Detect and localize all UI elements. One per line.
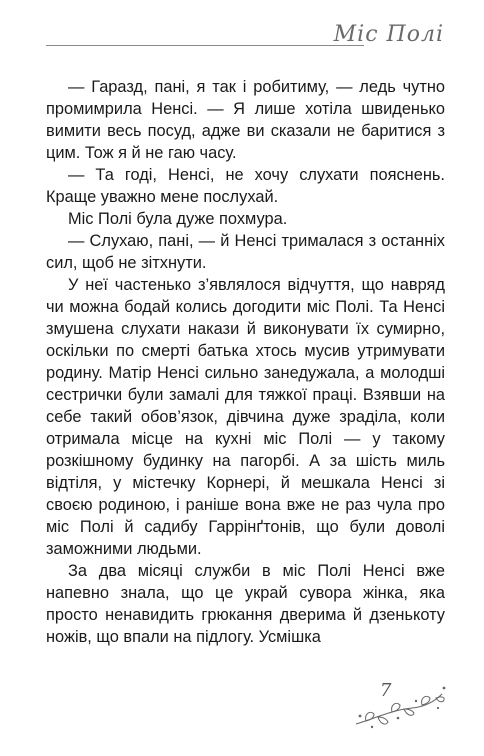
paragraph: За два місяці служби в міс Полі Ненсі вже напевно знала, що це украй сувора жінка, яка просто ненавидить грюкання дверима й дзенькоту ножів, що впали на підлогу. Усмішка — [46, 562, 445, 646]
running-title: Міс Полі — [333, 22, 444, 47]
paragraph: — Та годі, Ненсі, не хочу слухати пояснень. Краще уважно мене послухай. — [46, 166, 445, 206]
paragraph: — Слухаю, пані, — й Ненсі трималася з останніх сил, щоб не зітхнути. — [46, 232, 445, 272]
header-rule — [46, 45, 364, 46]
paragraph: Міс Полі була дуже похмура. — [68, 210, 288, 228]
paragraph: — Гаразд, пані, я так і робитиму, — ледь чутно промимрила Ненсі. — Я лише хотіла швиденько вимити весь посуд, адже ви сказали не баритися з цим. Тож я й не гаю часу. — [46, 78, 445, 162]
page-body — [46, 76, 445, 648]
paragraph: У неї частенько з’являлося відчуття, що навряд чи можна бодай колись догодити міс Полі. Та Ненсі змушена слухати накази й виконувати їх сумирно, оскільки по смерті батька хтось мусив утримувати родину. Матір Ненсі сильно занедужала, а молодші сестрички були замалі для тяжкої праці. Взявши на себе такий обов’язок, дівчина дуже зраділа, коли отримала місце на кухні міс Полі — у такому розкішному будинку на пагорбі. А за шість миль відтіля, у містечку Корнері, й мешкала Ненсі зі своєю родиною, і раніше вона вже не раз чула про міс Полі й садибу Гаррінґтонів, що були доволі заможними людьми. — [46, 276, 445, 558]
page-number: 7 — [380, 680, 392, 701]
running-header — [0, 0, 484, 60]
floral-branch-icon — [352, 672, 448, 732]
